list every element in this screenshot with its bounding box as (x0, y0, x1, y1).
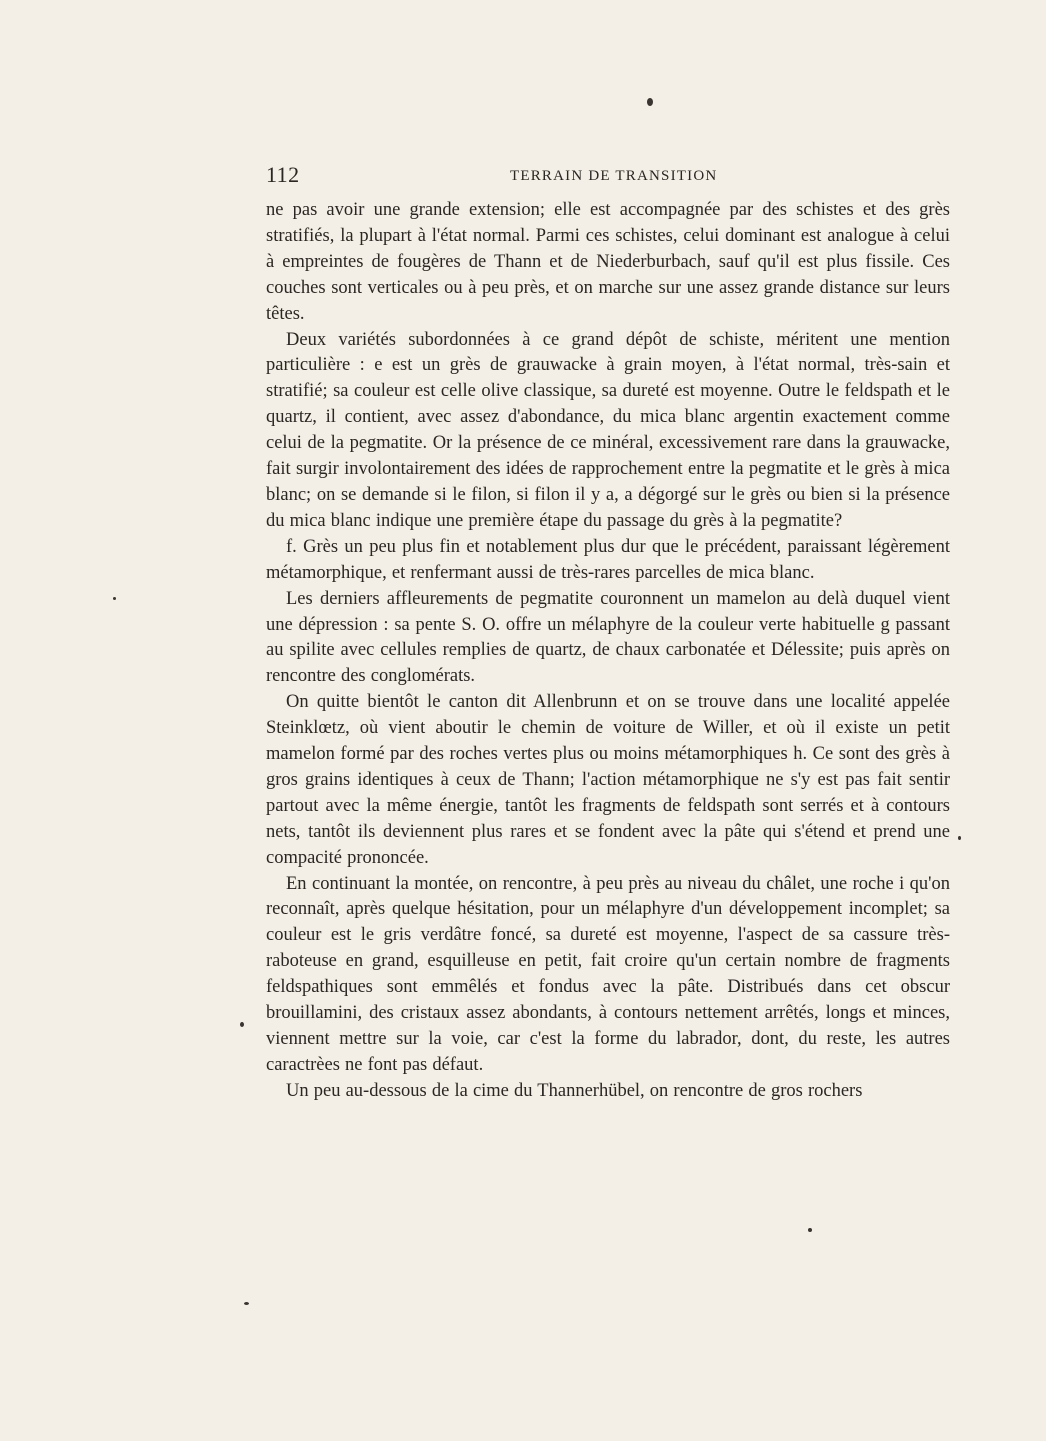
running-title: TERRAIN DE TRANSITION (510, 168, 718, 184)
paragraph-2: Deux variétés subordonnées à ce grand dépôt de schiste, méritent une mention particulière : e est un grès de grauwacke à grain moyen, à l'état normal, très-sain et stratifié; sa couleur est celle olive classique, sa dureté est moyenne. Outre le feldspath et le quartz, il contient, avec assez d'abondance, du mica blanc argentin exactement comme celui de la pegmatite. Or la présence de ce minéral, excessivement rare dans la grauwacke, fait surgir involontairement des idées de rapprochement entre la pegmatite et le grès à mica blanc; on se demande si le filon, si filon il y a, a dégorgé sur le grès ou bien si la présence du mica blanc indique une première étape du passage du grès à la pegmatite? (266, 329, 950, 531)
page-header (266, 162, 950, 192)
paragraph-6: En continuant la montée, on rencontre, à peu près au niveau du châlet, une roche i qu'on reconnaît, après quelque hésitation, pour un mélaphyre d'un développement incomplet; sa couleur est le gris verdâtre foncé, sa dureté est moyenne, l'aspect de sa cassure très-raboteuse en grand, esquilleuse en petit, fait croire qu'un certain nombre de fragments feldspathiques sont emmêlés et fondus avec la pâte. Distribués dans cet obscur brouillamini, des cristaux assez abondants, à contours nettement arrêtés, longs et minces, viennent mettre sur la voie, car c'est la forme du labrador, dont, du reste, les autres caractrèes ne font pas défaut. (266, 873, 950, 1075)
body-text (266, 198, 950, 1105)
page-number: 112 (266, 162, 300, 187)
paragraph-7: Un peu au-dessous de la cime du Thannerhübel, on rencontre de gros rochers (286, 1080, 863, 1101)
paragraph-4: Les derniers affleurements de pegmatite couronnent un mamelon au delà duquel vient une dépression : sa pente S. O. offre un mélaphyre de la couleur verte habituelle g passant au spilite avec cellules remplies de quartz, de chaux carbonatée et Délessite; puis après on rencontre des conglomérats. (266, 588, 950, 687)
print-speck (808, 1228, 812, 1232)
paragraph-5: On quitte bientôt le canton dit Allenbrunn et on se trouve dans une localité appelée Steinklœtz, où vient aboutir le chemin de voiture de Willer, et où il existe un petit mamelon formé par des roches vertes plus ou moins métamorphiques h. Ce sont des grès à gros grains identiques à ceux de Thann; l'action métamorphique ne s'y est pas fait sentir partout avec la même énergie, tantôt les fragments de feldspath sont serrés et à contours nets, tantôt ils deviennent plus rares et se fondent avec la pâte qui s'étend et prend une compacité prononcée. (266, 692, 950, 868)
print-speck (244, 1302, 249, 1305)
paragraph-1: ne pas avoir une grande extension; elle est accompagnée par des schistes et des grès stratifiés, la plupart à l'état normal. Parmi ces schistes, celui dominant est analogue à celui à empreintes de fougères de Thann et de Niederburbach, sauf qu'il est plus fissile. Ces couches sont verticales ou à peu près, et on marche sur une assez grande distance sur leurs têtes. (266, 200, 950, 324)
print-speck (113, 597, 116, 600)
print-speck (240, 1022, 244, 1027)
print-speck (647, 98, 653, 106)
print-speck (958, 836, 961, 840)
paragraph-3: f. Grès un peu plus fin et notablement plus dur que le précédent, paraissant légèrement métamorphique, et renfermant aussi de très-rares parcelles de mica blanc. (266, 536, 950, 583)
